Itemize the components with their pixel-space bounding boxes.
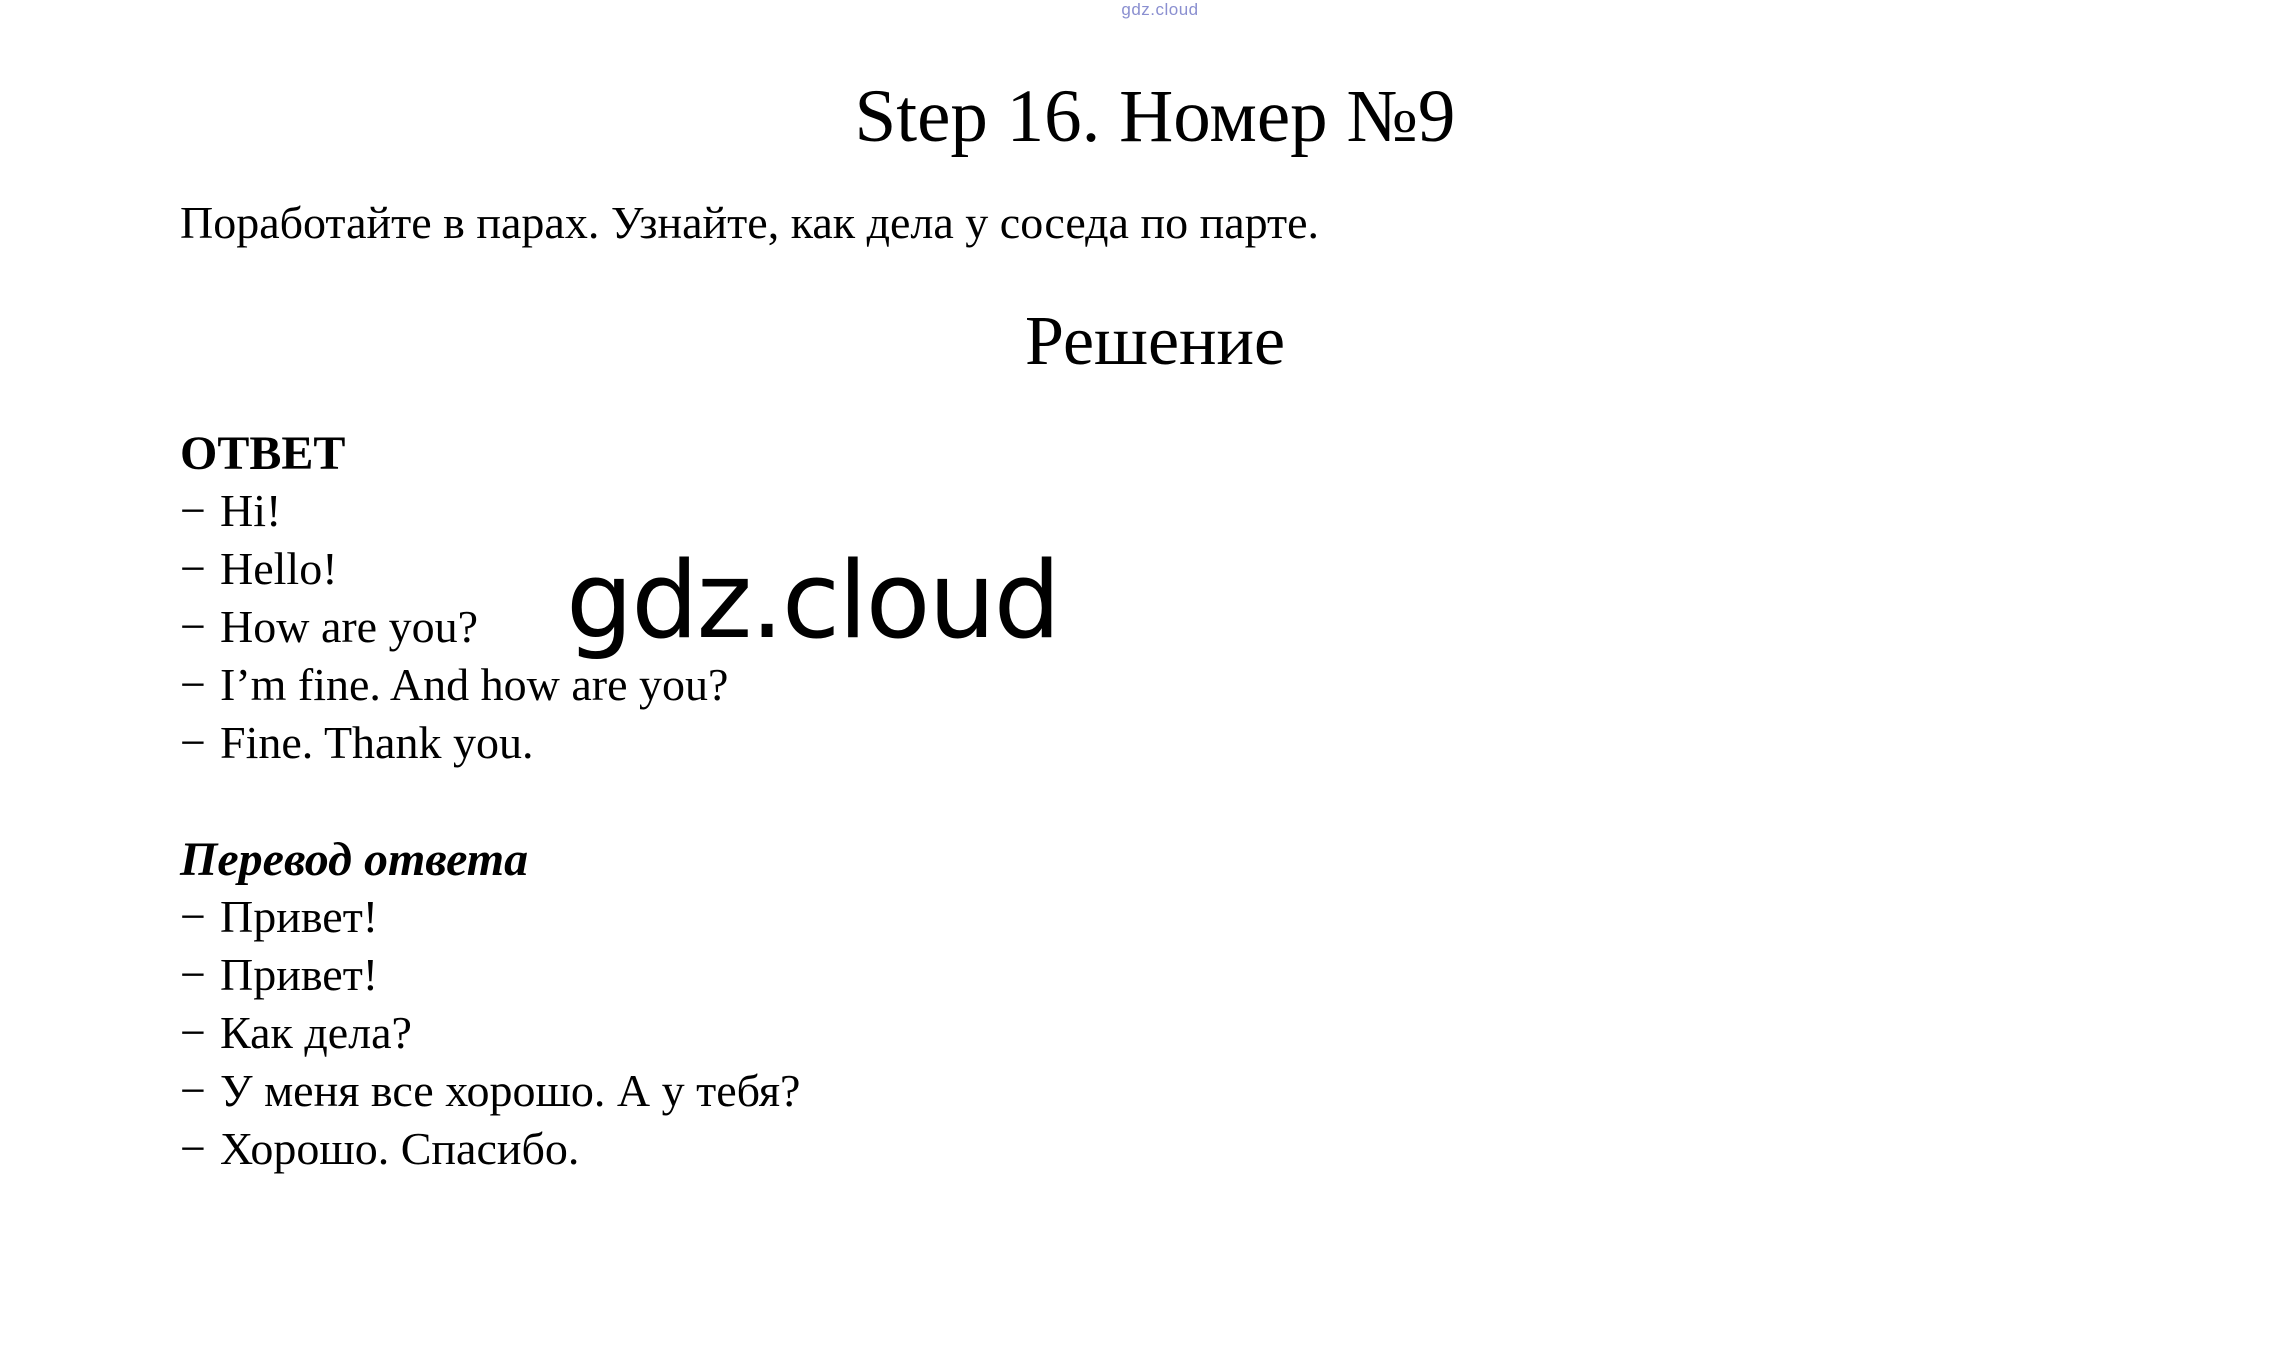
dialogue-line-text: Хорошо. Спасибо. bbox=[220, 1123, 580, 1174]
dialogue-line bbox=[180, 888, 800, 946]
dialogue-line-text: Hello! bbox=[220, 543, 338, 594]
dialogue-line bbox=[180, 946, 800, 1004]
answer-label: ОТВЕТ bbox=[180, 427, 346, 480]
dialogue-line bbox=[180, 482, 728, 540]
dash: − bbox=[180, 1123, 206, 1174]
dialogue-line-text: Fine. Thank you. bbox=[220, 717, 534, 768]
dash: − bbox=[180, 659, 206, 710]
dash: − bbox=[180, 717, 206, 768]
dialogue-line-text: How are you? bbox=[220, 601, 479, 652]
dash: − bbox=[180, 543, 206, 594]
dialogue-line bbox=[180, 714, 728, 772]
dialogue-line bbox=[180, 1120, 800, 1178]
dialogue-line-text: Hi! bbox=[220, 485, 282, 536]
dialogue-line-text: У меня все хорошо. А у тебя? bbox=[220, 1065, 801, 1116]
site-mark: gdz.cloud bbox=[1121, 0, 1199, 19]
dialogue-line-text: Привет! bbox=[220, 949, 379, 1000]
dash: − bbox=[180, 1007, 206, 1058]
dash: − bbox=[180, 485, 206, 536]
dialogue-line bbox=[180, 656, 728, 714]
dash: − bbox=[180, 891, 206, 942]
dialogue-line bbox=[180, 1062, 800, 1120]
solution-heading: Решение bbox=[1024, 303, 1286, 380]
dialogue-line-text: I’m fine. And how are you? bbox=[220, 659, 729, 710]
dialogue-line-text: Привет! bbox=[220, 891, 379, 942]
dialogue-line-text: Как дела? bbox=[220, 1007, 412, 1058]
dash: − bbox=[180, 1065, 206, 1116]
translation-section bbox=[180, 831, 800, 1178]
watermark: gdz.cloud bbox=[566, 539, 1059, 662]
task-text: Поработайте в парах. Узнайте, как дела у соседа по парте. bbox=[180, 197, 1320, 248]
translation-lines bbox=[180, 888, 800, 1178]
dash: − bbox=[180, 601, 206, 652]
translation-label: Перевод ответа bbox=[180, 833, 529, 886]
dialogue-line bbox=[180, 1004, 800, 1062]
dash: − bbox=[180, 949, 206, 1000]
page-title: Step 16. Номер №9 bbox=[854, 75, 1456, 158]
